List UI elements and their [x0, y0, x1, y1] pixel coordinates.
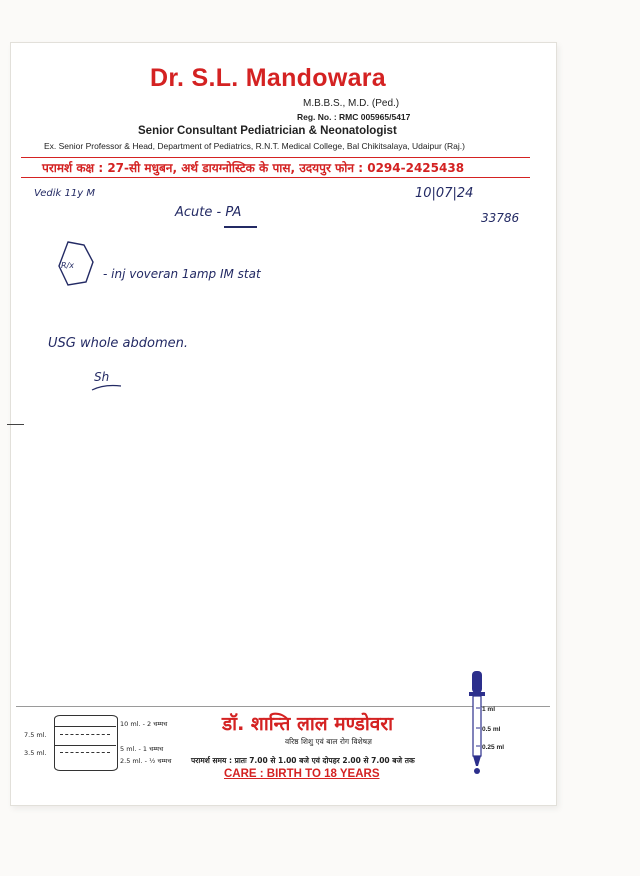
- cup-measure-low: 2.5 ml. - ½ चम्मच: [120, 757, 172, 765]
- prescription-line: - inj voveran 1amp IM stat: [103, 267, 261, 281]
- dropper-mark-1ml: 1 ml: [482, 706, 496, 713]
- designation-hindi: वरिष्ठ शिशु एवं बाल रोग विशेषज्ञ: [285, 737, 372, 746]
- cup-measure-top: 10 ml. - 2 चम्मच: [120, 720, 168, 728]
- registration-number: Reg. No. : RMC 005965/5417: [297, 112, 411, 122]
- doctor-name: Dr. S.L. Mandowara: [150, 64, 387, 92]
- doctor-name-hindi: डॉ. शान्ति लाल मण्डोवरा: [222, 713, 394, 735]
- specialty: Senior Consultant Pediatrician & Neonatologist: [138, 125, 397, 137]
- cup-level-line: [55, 745, 116, 746]
- care-tagline: CARE : BIRTH TO 18 YEARS: [224, 768, 380, 780]
- margin-mark: [7, 424, 24, 425]
- patient-name: Vedik 11y M: [34, 188, 95, 199]
- medicine-dropper-icon: [464, 670, 490, 778]
- consultation-hours: परामर्श समय : प्रातः 7.00 से 1.00 बजे एवं दोपहर 2.00 से 7.00 बजे तक: [191, 756, 415, 765]
- former-position: Ex. Senior Professor & Head, Department of Pediatrics, R.N.T. Medical College, Bal Chikitsalaya, Udaipur (Raj.): [44, 141, 465, 151]
- doctor-signature: Sh: [94, 370, 110, 384]
- diagnosis: Acute - PA: [175, 205, 242, 220]
- dropper-mark-half-ml: 0.5 ml: [482, 726, 501, 733]
- record-number: 33786: [481, 211, 520, 225]
- signature-underline: [90, 382, 124, 392]
- diagnosis-underline: [224, 226, 257, 228]
- measuring-cup-icon: [54, 715, 118, 771]
- qualifications: M.B.B.S., M.D. (Ped.): [303, 98, 400, 109]
- cup-level-line: [60, 752, 110, 753]
- dropper-mark-quarter-ml: 0.25 ml: [482, 744, 505, 751]
- cup-measure-mid: 5 ml. - 1 चम्मच: [120, 745, 164, 753]
- rx-symbol: R/x: [61, 261, 74, 270]
- cup-measure-left-upper: 7.5 ml.: [24, 731, 47, 739]
- investigation-note: USG whole abdomen.: [48, 336, 188, 351]
- cup-measure-left-lower: 3.5 ml.: [24, 749, 47, 757]
- consultation-address: परामर्श कक्ष : 27-सी मधुबन, अर्थ डायग्नोस्टिक के पास, उदयपुर फोन : 0294-2425438: [42, 161, 465, 175]
- cup-level-line: [60, 734, 110, 735]
- prescription-date: 10|07|24: [415, 186, 474, 201]
- cup-level-line: [55, 726, 116, 727]
